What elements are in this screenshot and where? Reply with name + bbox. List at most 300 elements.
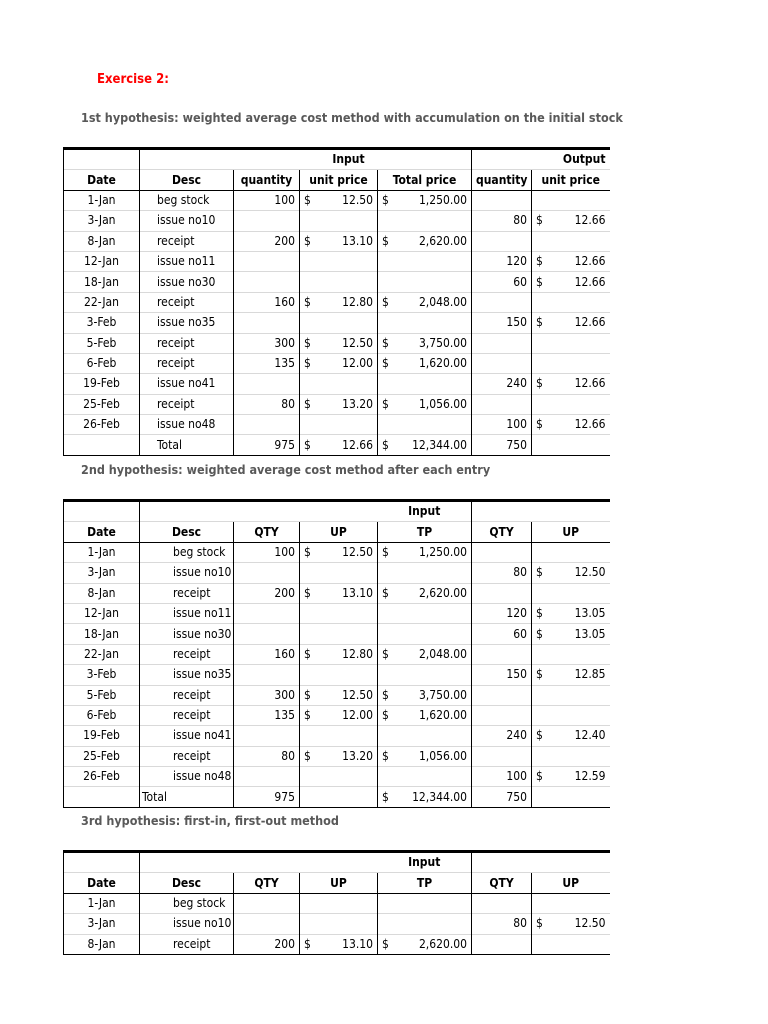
dollar-sign: $: [536, 213, 543, 228]
dollar-sign: $: [304, 437, 311, 452]
output-qty-cell: [472, 685, 532, 705]
output-qty-cell: 60: [472, 272, 532, 292]
input-unit-price-value: 12.50: [342, 687, 373, 702]
date-cell: 12-Jan: [64, 251, 140, 271]
date-cell: 1-Jan: [64, 190, 140, 210]
dollar-sign: $: [304, 396, 311, 411]
input-total-price-cell: [378, 767, 472, 787]
output-unit-price-cell: [532, 665, 610, 685]
desc-cell: issue no35: [140, 665, 234, 685]
input-unit-price-value: 13.20: [342, 396, 373, 411]
desc-cell: receipt: [140, 746, 234, 766]
table-row: [64, 934, 610, 954]
input-qty-cell: [234, 914, 300, 934]
date-cell: 3-Jan: [64, 563, 140, 583]
input-unit-price-cell: [300, 435, 378, 455]
date-cell: 3-Jan: [64, 211, 140, 231]
output-unit-price-value: 12.85: [574, 667, 606, 682]
output-unit-price-cell: [532, 374, 610, 394]
input-qty-cell: [234, 563, 300, 583]
date-cell: 3-Feb: [64, 313, 140, 333]
hypothesis-3-title: 3rd hypothesis: first-in, first-out method: [81, 813, 339, 828]
input-total-price-value: 2,048.00: [418, 294, 467, 309]
table-row: [64, 292, 610, 312]
output-unit-price-cell: [532, 435, 610, 455]
input-total-price-cell: [378, 272, 472, 292]
input-qty-cell: 160: [234, 644, 300, 664]
dollar-sign: $: [382, 192, 389, 207]
input-total-price-cell: [378, 563, 472, 583]
date-cell: 12-Jan: [64, 603, 140, 623]
table-row: [64, 231, 610, 251]
input-total-price-cell: [378, 353, 472, 373]
table-row: [64, 563, 610, 583]
input-unit-price-value: 12.50: [342, 335, 373, 350]
date-cell: 6-Feb: [64, 353, 140, 373]
dollar-sign: $: [536, 916, 543, 931]
output-unit-price-cell: [532, 333, 610, 353]
output-qty-cell: [472, 333, 532, 353]
input-qty-cell: 80: [234, 394, 300, 414]
dollar-sign: $: [536, 315, 543, 330]
dollar-sign: $: [382, 748, 389, 763]
date-cell: 19-Feb: [64, 374, 140, 394]
date-cell: 5-Feb: [64, 685, 140, 705]
table-row: [64, 190, 610, 210]
output-qty-cell: 750: [472, 787, 532, 807]
dollar-sign: $: [382, 789, 389, 804]
output-unit-price-cell: [532, 190, 610, 210]
column-header: unit price: [532, 170, 610, 190]
table-row: [64, 333, 610, 353]
column-header: quantity: [234, 170, 300, 190]
date-cell: 19-Feb: [64, 726, 140, 746]
dollar-sign: $: [536, 769, 543, 784]
column-header: Date: [64, 170, 140, 190]
input-unit-price-cell: [300, 415, 378, 435]
column-header: UP: [300, 873, 378, 893]
input-total-price-value: 1,250.00: [418, 544, 467, 559]
table-row: [64, 251, 610, 271]
output-qty-cell: 80: [472, 211, 532, 231]
header-row: [64, 170, 610, 190]
input-unit-price-cell: [300, 190, 378, 210]
table-row: [64, 746, 610, 766]
dollar-sign: $: [382, 356, 389, 371]
date-cell: 25-Feb: [64, 746, 140, 766]
input-unit-price-cell: [300, 374, 378, 394]
hypothesis-3-table: [63, 850, 610, 955]
input-unit-price-cell: [300, 644, 378, 664]
dollar-sign: $: [304, 356, 311, 371]
table-row: [64, 435, 610, 455]
output-unit-price-cell: [532, 563, 610, 583]
input-qty-cell: 975: [234, 787, 300, 807]
input-total-price-cell: [378, 292, 472, 312]
output-unit-price-value: 12.66: [574, 254, 606, 269]
desc-cell: issue no41: [140, 374, 234, 394]
hypothesis-1-table: [63, 147, 610, 456]
dollar-sign: $: [382, 687, 389, 702]
input-unit-price-cell: [300, 333, 378, 353]
input-total-price-value: 2,620.00: [418, 233, 467, 248]
input-qty-cell: [234, 893, 300, 913]
input-total-price-cell: [378, 624, 472, 644]
output-qty-cell: [472, 353, 532, 373]
input-qty-cell: [234, 374, 300, 394]
dollar-sign: $: [382, 708, 389, 723]
input-qty-cell: [234, 603, 300, 623]
dollar-sign: $: [382, 233, 389, 248]
dollar-sign: $: [382, 294, 389, 309]
desc-cell: receipt: [140, 333, 234, 353]
input-unit-price-cell: [300, 251, 378, 271]
output-qty-cell: 240: [472, 374, 532, 394]
output-qty-cell: 750: [472, 435, 532, 455]
input-unit-price-cell: [300, 767, 378, 787]
output-unit-price-value: 12.50: [574, 565, 606, 580]
output-qty-cell: [472, 190, 532, 210]
dollar-sign: $: [382, 585, 389, 600]
input-total-price-value: 12,344.00: [412, 789, 467, 804]
input-total-price-value: 2,620.00: [418, 585, 467, 600]
dollar-sign: $: [304, 646, 311, 661]
column-header: UP: [532, 522, 610, 542]
input-total-price-cell: [378, 644, 472, 664]
input-unit-price-cell: [300, 292, 378, 312]
desc-cell: issue no10: [140, 914, 234, 934]
output-group-label: Output: [532, 149, 610, 170]
table-row: [64, 353, 610, 373]
hypothesis-2-title: 2nd hypothesis: weighted average cost method after each entry: [81, 462, 491, 477]
table-row: [64, 313, 610, 333]
output-unit-price-cell: [532, 415, 610, 435]
input-qty-cell: 975: [234, 435, 300, 455]
input-unit-price-cell: [300, 563, 378, 583]
dollar-sign: $: [304, 294, 311, 309]
dollar-sign: $: [536, 606, 543, 621]
input-total-price-value: 12,344.00: [412, 437, 467, 452]
output-unit-price-cell: [532, 313, 610, 333]
date-cell: [64, 435, 140, 455]
input-unit-price-cell: [300, 231, 378, 251]
input-unit-price-cell: [300, 893, 378, 913]
table-row: [64, 272, 610, 292]
input-total-price-value: 1,250.00: [418, 192, 467, 207]
input-qty-cell: 100: [234, 190, 300, 210]
output-unit-price-cell: [532, 272, 610, 292]
input-total-price-value: 1,056.00: [418, 748, 467, 763]
table-row: [64, 726, 610, 746]
dollar-sign: $: [304, 544, 311, 559]
desc-cell: receipt: [140, 292, 234, 312]
column-header: QTY: [472, 522, 532, 542]
input-unit-price-value: 12.80: [342, 294, 373, 309]
input-qty-cell: 135: [234, 353, 300, 373]
input-unit-price-value: 12.00: [342, 356, 373, 371]
dollar-sign: $: [536, 274, 543, 289]
input-unit-price-cell: [300, 603, 378, 623]
date-cell: 22-Jan: [64, 644, 140, 664]
column-header: Total price: [378, 170, 472, 190]
table-row: [64, 644, 610, 664]
date-cell: 18-Jan: [64, 272, 140, 292]
column-header: Date: [64, 873, 140, 893]
desc-cell: Total: [140, 787, 234, 807]
input-group-label: Input: [378, 852, 472, 873]
output-unit-price-value: 12.66: [574, 274, 606, 289]
input-total-price-cell: [378, 190, 472, 210]
input-total-price-cell: [378, 934, 472, 954]
input-total-price-cell: [378, 231, 472, 251]
output-unit-price-cell: [532, 705, 610, 725]
dollar-sign: $: [382, 646, 389, 661]
input-total-price-cell: [378, 251, 472, 271]
dollar-sign: $: [536, 376, 543, 391]
output-qty-cell: [472, 394, 532, 414]
output-unit-price-cell: [532, 542, 610, 562]
desc-cell: beg stock: [140, 893, 234, 913]
date-cell: 25-Feb: [64, 394, 140, 414]
output-qty-cell: 80: [472, 914, 532, 934]
output-unit-price-value: 12.66: [574, 315, 606, 330]
input-qty-cell: [234, 211, 300, 231]
output-unit-price-cell: [532, 787, 610, 807]
desc-cell: receipt: [140, 685, 234, 705]
input-qty-cell: 300: [234, 685, 300, 705]
column-header: QTY: [472, 873, 532, 893]
output-unit-price-value: 13.05: [574, 606, 606, 621]
output-unit-price-cell: [532, 353, 610, 373]
input-unit-price-cell: [300, 583, 378, 603]
desc-cell: receipt: [140, 353, 234, 373]
dollar-sign: $: [536, 417, 543, 432]
output-qty-cell: [472, 893, 532, 913]
input-unit-price-cell: [300, 394, 378, 414]
output-qty-cell: 80: [472, 563, 532, 583]
input-unit-price-cell: [300, 746, 378, 766]
dollar-sign: $: [382, 335, 389, 350]
input-unit-price-value: 12.50: [342, 544, 373, 559]
dollar-sign: $: [382, 437, 389, 452]
input-total-price-value: 2,620.00: [418, 936, 467, 951]
table-row: [64, 685, 610, 705]
hypothesis-2-table: [63, 499, 610, 808]
dollar-sign: $: [304, 192, 311, 207]
date-cell: 22-Jan: [64, 292, 140, 312]
date-cell: 8-Jan: [64, 934, 140, 954]
date-cell: 5-Feb: [64, 333, 140, 353]
output-unit-price-cell: [532, 767, 610, 787]
output-qty-cell: 150: [472, 313, 532, 333]
input-qty-cell: [234, 767, 300, 787]
input-unit-price-value: 13.20: [342, 748, 373, 763]
output-unit-price-cell: [532, 624, 610, 644]
input-qty-cell: [234, 313, 300, 333]
desc-cell: receipt: [140, 934, 234, 954]
input-group-label: Input: [378, 501, 472, 522]
input-total-price-cell: [378, 435, 472, 455]
input-total-price-value: 1,620.00: [418, 356, 467, 371]
input-unit-price-value: 12.66: [342, 437, 373, 452]
dollar-sign: $: [536, 565, 543, 580]
output-unit-price-cell: [532, 914, 610, 934]
dollar-sign: $: [536, 254, 543, 269]
dollar-sign: $: [304, 687, 311, 702]
date-cell: 8-Jan: [64, 583, 140, 603]
input-total-price-cell: [378, 583, 472, 603]
table-row: [64, 914, 610, 934]
output-qty-cell: [472, 231, 532, 251]
input-qty-cell: 300: [234, 333, 300, 353]
input-unit-price-cell: [300, 787, 378, 807]
input-total-price-value: 3,750.00: [418, 687, 467, 702]
date-cell: 26-Feb: [64, 415, 140, 435]
output-qty-cell: 100: [472, 415, 532, 435]
input-unit-price-value: 12.80: [342, 646, 373, 661]
output-unit-price-cell: [532, 685, 610, 705]
output-unit-price-cell: [532, 394, 610, 414]
table-row: [64, 211, 610, 231]
desc-cell: Total: [140, 435, 234, 455]
desc-cell: issue no41: [140, 726, 234, 746]
output-unit-price-cell: [532, 211, 610, 231]
output-qty-cell: [472, 583, 532, 603]
input-qty-cell: 160: [234, 292, 300, 312]
desc-cell: issue no30: [140, 272, 234, 292]
dollar-sign: $: [382, 936, 389, 951]
output-qty-cell: 240: [472, 726, 532, 746]
input-unit-price-cell: [300, 914, 378, 934]
output-qty-cell: [472, 542, 532, 562]
hypothesis-1-title: 1st hypothesis: weighted average cost method with accumulation on the initial stock: [81, 110, 623, 125]
input-unit-price-cell: [300, 685, 378, 705]
column-header: UP: [532, 873, 610, 893]
column-header: quantity: [472, 170, 532, 190]
desc-cell: issue no30: [140, 624, 234, 644]
desc-cell: issue no10: [140, 211, 234, 231]
output-unit-price-value: 13.05: [574, 626, 606, 641]
input-total-price-cell: [378, 746, 472, 766]
desc-cell: receipt: [140, 644, 234, 664]
dollar-sign: $: [304, 335, 311, 350]
dollar-sign: $: [536, 626, 543, 641]
desc-cell: issue no48: [140, 415, 234, 435]
date-cell: 3-Jan: [64, 914, 140, 934]
desc-cell: issue no11: [140, 603, 234, 623]
input-unit-price-cell: [300, 665, 378, 685]
date-cell: 1-Jan: [64, 542, 140, 562]
input-unit-price-cell: [300, 726, 378, 746]
dollar-sign: $: [382, 544, 389, 559]
input-unit-price-cell: [300, 353, 378, 373]
desc-cell: receipt: [140, 394, 234, 414]
dollar-sign: $: [536, 728, 543, 743]
input-qty-cell: [234, 726, 300, 746]
input-total-price-value: 1,056.00: [418, 396, 467, 411]
input-total-price-cell: [378, 313, 472, 333]
output-qty-cell: [472, 705, 532, 725]
input-unit-price-cell: [300, 624, 378, 644]
input-qty-cell: [234, 272, 300, 292]
input-unit-price-cell: [300, 934, 378, 954]
table-row: [64, 394, 610, 414]
output-unit-price-value: 12.40: [574, 728, 606, 743]
input-total-price-cell: [378, 333, 472, 353]
output-qty-cell: 120: [472, 251, 532, 271]
table-row: [64, 542, 610, 562]
input-total-price-cell: [378, 893, 472, 913]
input-qty-cell: [234, 665, 300, 685]
dollar-sign: $: [304, 585, 311, 600]
table-row: [64, 705, 610, 725]
desc-cell: receipt: [140, 705, 234, 725]
table-row: [64, 415, 610, 435]
input-total-price-cell: [378, 394, 472, 414]
input-total-price-cell: [378, 726, 472, 746]
dollar-sign: $: [382, 396, 389, 411]
table-row: [64, 893, 610, 913]
column-header: unit price: [300, 170, 378, 190]
date-cell: 8-Jan: [64, 231, 140, 251]
date-cell: 3-Feb: [64, 665, 140, 685]
table-row: [64, 665, 610, 685]
input-unit-price-value: 12.50: [342, 192, 373, 207]
input-unit-price-value: 13.10: [342, 233, 373, 248]
table-row: [64, 767, 610, 787]
output-unit-price-value: 12.50: [574, 916, 606, 931]
input-qty-cell: [234, 251, 300, 271]
column-header: QTY: [234, 522, 300, 542]
input-total-price-cell: [378, 787, 472, 807]
output-unit-price-cell: [532, 644, 610, 664]
output-unit-price-cell: [532, 893, 610, 913]
output-unit-price-value: 12.66: [574, 213, 606, 228]
table-row: [64, 374, 610, 394]
input-unit-price-cell: [300, 272, 378, 292]
input-qty-cell: 200: [234, 934, 300, 954]
input-group-label: Input: [332, 152, 365, 167]
desc-cell: issue no11: [140, 251, 234, 271]
desc-cell: issue no35: [140, 313, 234, 333]
input-qty-cell: 135: [234, 705, 300, 725]
input-total-price-value: 1,620.00: [418, 708, 467, 723]
header-row: [64, 522, 610, 542]
dollar-sign: $: [304, 748, 311, 763]
input-total-price-cell: [378, 211, 472, 231]
input-qty-cell: 80: [234, 746, 300, 766]
input-total-price-cell: [378, 374, 472, 394]
output-unit-price-cell: [532, 292, 610, 312]
desc-cell: receipt: [140, 583, 234, 603]
table-row: [64, 603, 610, 623]
date-cell: 26-Feb: [64, 767, 140, 787]
output-qty-cell: 60: [472, 624, 532, 644]
table-row: [64, 787, 610, 807]
desc-cell: issue no10: [140, 563, 234, 583]
desc-cell: receipt: [140, 231, 234, 251]
input-qty-cell: 200: [234, 583, 300, 603]
dollar-sign: $: [304, 936, 311, 951]
input-total-price-value: 2,048.00: [418, 646, 467, 661]
exercise-title: Exercise 2:: [97, 72, 169, 87]
input-qty-cell: [234, 624, 300, 644]
input-qty-cell: 200: [234, 231, 300, 251]
output-qty-cell: 100: [472, 767, 532, 787]
input-unit-price-cell: [300, 542, 378, 562]
column-header: TP: [378, 873, 472, 893]
output-unit-price-cell: [532, 726, 610, 746]
